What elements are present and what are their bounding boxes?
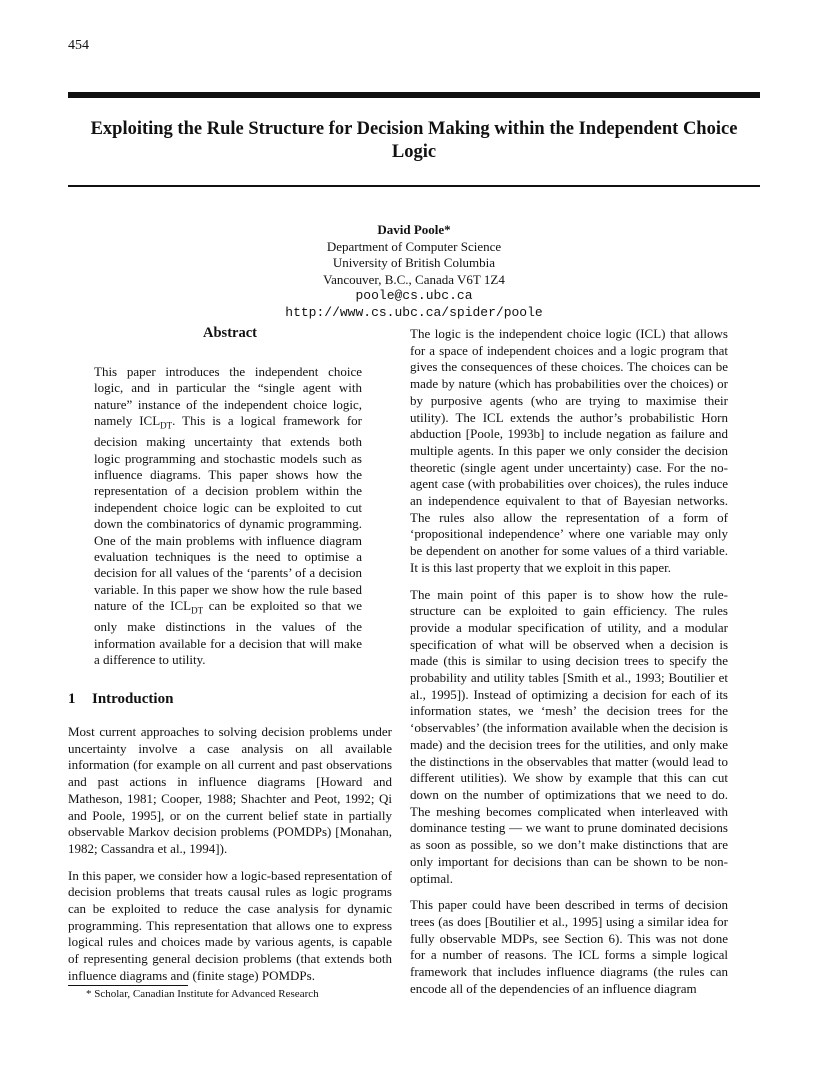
abstract-text-part: This paper introduces the independent choice logic, and in particular the “single agent with nature” instance of the independent choice logic, namely: [94, 364, 362, 429]
author-url[interactable]: http://www.cs.ubc.ca/spider/poole: [285, 304, 543, 320]
abstract-text-part: can be exploited so that we only make distinctions in the values of the information available for a decision that will make a difference to utility.: [94, 598, 362, 668]
abstract-text: [94, 364, 362, 669]
introduction-body: [68, 724, 392, 995]
title-bottom-rule: [68, 185, 760, 187]
abstract-text-part: . This is a logical framework for decision making uncertainty that extends both logic programming and stochastic models such as influence diagrams. This paper shows how the representation of a decision problem within the independent choice logic can be exploited to cut down the combinatorics of dynamic programming. One of the main problems with influence diagram evaluation techniques is the need to optimise a decision for all values of the ‘parents’ of a decision variable. In this paper we show how the rule based nature of the: [94, 413, 362, 614]
affiliation-line: University of British Columbia: [332, 255, 496, 270]
icl-subscript: DT: [160, 420, 173, 431]
paragraph: The main point of this paper is to show how the rule-structure can be exploited to gain efficiency. The rules provide a modular specification of utility, and a modular specification of what will be observed when a decision is made (this is similar to using decision trees to specify the probability and utility tables [Smith et al., 1993; Boutilier et al., 1995]). Instead of optimizing a decision for each of its information states, we ‘mesh’ the decision trees for the ‘observables’ (the information available when the decision is made) and the decision trees for the utilities, and only make the distinctions in the observables that matter (would lead to different utilities). We show by example that this can cut down on the number of optimizations that we need to do. The meshing becomes complicated when interleaved with dominance testing — we want to prune dominated decisions as soon as possible, so we don’t make distinctions that are only important for decisions than can be shown to be non-optimal.: [410, 586, 728, 886]
section-heading-introduction: [68, 691, 173, 708]
section-number: 1: [68, 691, 76, 707]
section-title: Introduction: [92, 691, 174, 707]
paragraph: Most current approaches to solving decision problems under uncertainty involve a case analysis on all available information (for example on all current and past observations and past actions in influence diagrams [Howard and Matheson, 1981; Cooper, 1988; Shachter and Peot, 1992; Qi and Poole, 1995], or on the current belief state in partially observable Markov decision problems (POMDPs) [Monahan, 1982; Cassandra et al., 1994]).: [68, 724, 392, 856]
paragraph: This paper could have been described in terms of decision trees (as does [Boutilier et al., 1995] using a similar idea for fully observable MDPs, see Section 6). This was not done for a number of reasons. The ICL forms a simple logical framework that includes influence diagrams (the rules can encode all of the dependencies of an influence diagram: [410, 897, 728, 996]
icl-subscript: DT: [191, 605, 204, 616]
paper-title: Exploiting the Rule Structure for Decision Making within the Independent Choice Logic: [90, 119, 738, 162]
icl-term: ICL: [139, 413, 161, 429]
footnote-rule: [68, 985, 188, 986]
affiliation-line: Vancouver, B.C., Canada V6T 1Z4: [323, 271, 505, 287]
author-email[interactable]: poole@cs.ubc.ca: [355, 288, 473, 303]
page-number: 454: [68, 38, 89, 53]
paragraph: In this paper, we consider how a logic-based representation of decision problems that treats causal rules as logic programs can be exploited to reduce the case analysis for dynamic programming. This representation that allows one to express logical rules and choices made by various agents, is capable of representing general decision problems (that extends both influence diagrams and (finite stage) POMDPs.: [68, 867, 392, 983]
title-top-rule: [68, 92, 760, 98]
author-name: David Poole*: [377, 222, 451, 237]
footnote: * Scholar, Canadian Institute for Advanced Research: [86, 988, 319, 1000]
right-column-body: [410, 326, 728, 1007]
icl-term: ICL: [170, 598, 192, 614]
abstract-heading: Abstract: [203, 325, 257, 341]
paragraph: The logic is the independent choice logic (ICL) that allows for a space of independent choices and a logic program that gives the consequences of these choices. The choices can be made by nature (which has probabilities over the choices) or by purposive agents (who are trying to maximise their utility). The ICL extends the author’s probabilistic Horn abduction [Poole, 1993b] to include negation as failure and multiple agents. In this paper we only consider the decision theoretic (single agent under uncertainty) case. For the no-agent case (with probabilities over choices), the rules induce an independence equivalent to that of Bayesian networks. The rules also allow the representation of a form of ‘propositional independence’ where one variable may only be dependent on another for some values of a third variable. It is this last property that we exploit in this paper.: [410, 326, 728, 575]
affiliation-line: Department of Computer Science: [326, 238, 502, 254]
author-block: [68, 222, 760, 321]
